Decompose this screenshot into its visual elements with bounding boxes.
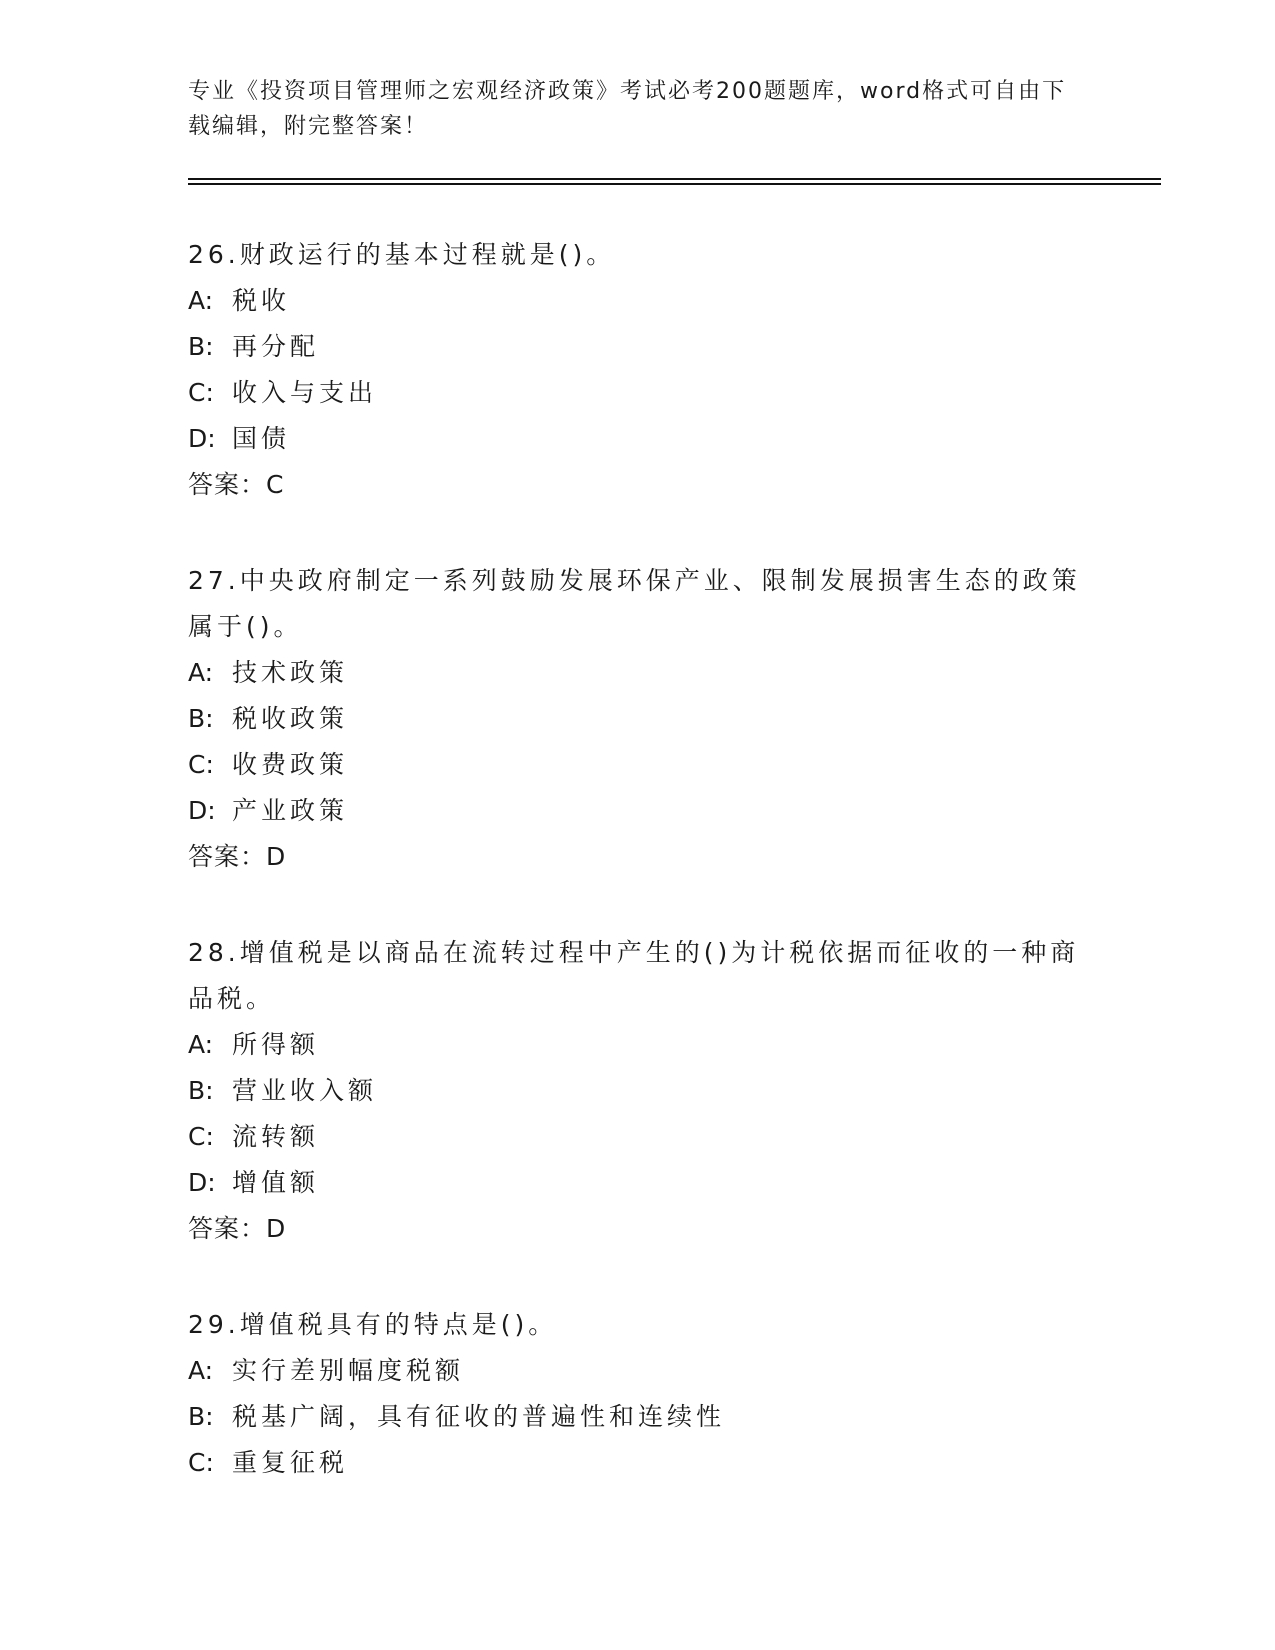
option-key: D: (188, 1168, 216, 1197)
option-d (188, 788, 1088, 834)
option-text: 国债 (232, 424, 291, 453)
option-key: B: (188, 1402, 214, 1431)
header-rule-top (188, 178, 1161, 180)
option-b (188, 1068, 1088, 1114)
document-intro: 专业《投资项目管理师之宏观经济政策》考试必考200题题库，word格式可自由下载编辑，附完整答案！ (188, 79, 1067, 139)
option-text: 所得额 (232, 1030, 320, 1059)
option-a (188, 1022, 1088, 1068)
answer-line: 答案：D (188, 842, 287, 871)
question-stem: 26.财政运行的基本过程就是()。 (188, 240, 616, 269)
question-28 (188, 930, 1088, 1252)
option-text: 实行差别幅度税额 (232, 1356, 465, 1385)
question-29 (188, 1302, 1088, 1486)
option-text: 营业收入额 (232, 1076, 378, 1105)
answer-line: 答案：D (188, 1214, 287, 1243)
option-key: B: (188, 704, 214, 733)
option-text: 税收 (232, 286, 291, 315)
option-key: A: (188, 1030, 214, 1059)
option-key: D: (188, 424, 216, 453)
option-text: 税基广阔，具有征收的普遍性和连续性 (232, 1402, 726, 1431)
option-key: D: (188, 796, 216, 825)
option-b (188, 324, 1088, 370)
option-b (188, 1394, 1088, 1440)
option-key: A: (188, 1356, 214, 1385)
option-key: C: (188, 1122, 214, 1151)
option-text: 收入与支出 (232, 378, 378, 407)
option-text: 增值额 (232, 1168, 320, 1197)
option-key: B: (188, 332, 214, 361)
option-text: 流转额 (232, 1122, 320, 1151)
option-a (188, 650, 1088, 696)
option-c (188, 370, 1088, 416)
option-key: B: (188, 1076, 214, 1105)
option-key: A: (188, 658, 214, 687)
option-c (188, 1114, 1088, 1160)
question-list (188, 232, 1088, 1536)
option-a (188, 1348, 1088, 1394)
option-text: 产业政策 (232, 796, 349, 825)
question-stem: 29.增值税具有的特点是()。 (188, 1310, 558, 1339)
option-c (188, 742, 1088, 788)
option-d (188, 1160, 1088, 1206)
option-text: 再分配 (232, 332, 320, 361)
option-text: 技术政策 (232, 658, 349, 687)
option-text: 税收政策 (232, 704, 349, 733)
option-a (188, 278, 1088, 324)
option-c (188, 1440, 1088, 1486)
question-26 (188, 232, 1088, 508)
option-key: C: (188, 1448, 214, 1477)
question-27 (188, 558, 1088, 880)
question-stem: 28.增值税是以商品在流转过程中产生的()为计税依据而征收的一种商品税。 (188, 938, 1080, 1013)
question-stem: 27.中央政府制定一系列鼓励发展环保产业、限制发展损害生态的政策属于()。 (188, 566, 1081, 641)
option-text: 收费政策 (232, 750, 349, 779)
option-key: C: (188, 750, 214, 779)
option-key: C: (188, 378, 214, 407)
option-d (188, 416, 1088, 462)
header-rule-bottom (188, 183, 1161, 185)
option-text: 重复征税 (232, 1448, 349, 1477)
option-key: A: (188, 286, 214, 315)
option-b (188, 696, 1088, 742)
answer-line: 答案：C (188, 470, 285, 499)
